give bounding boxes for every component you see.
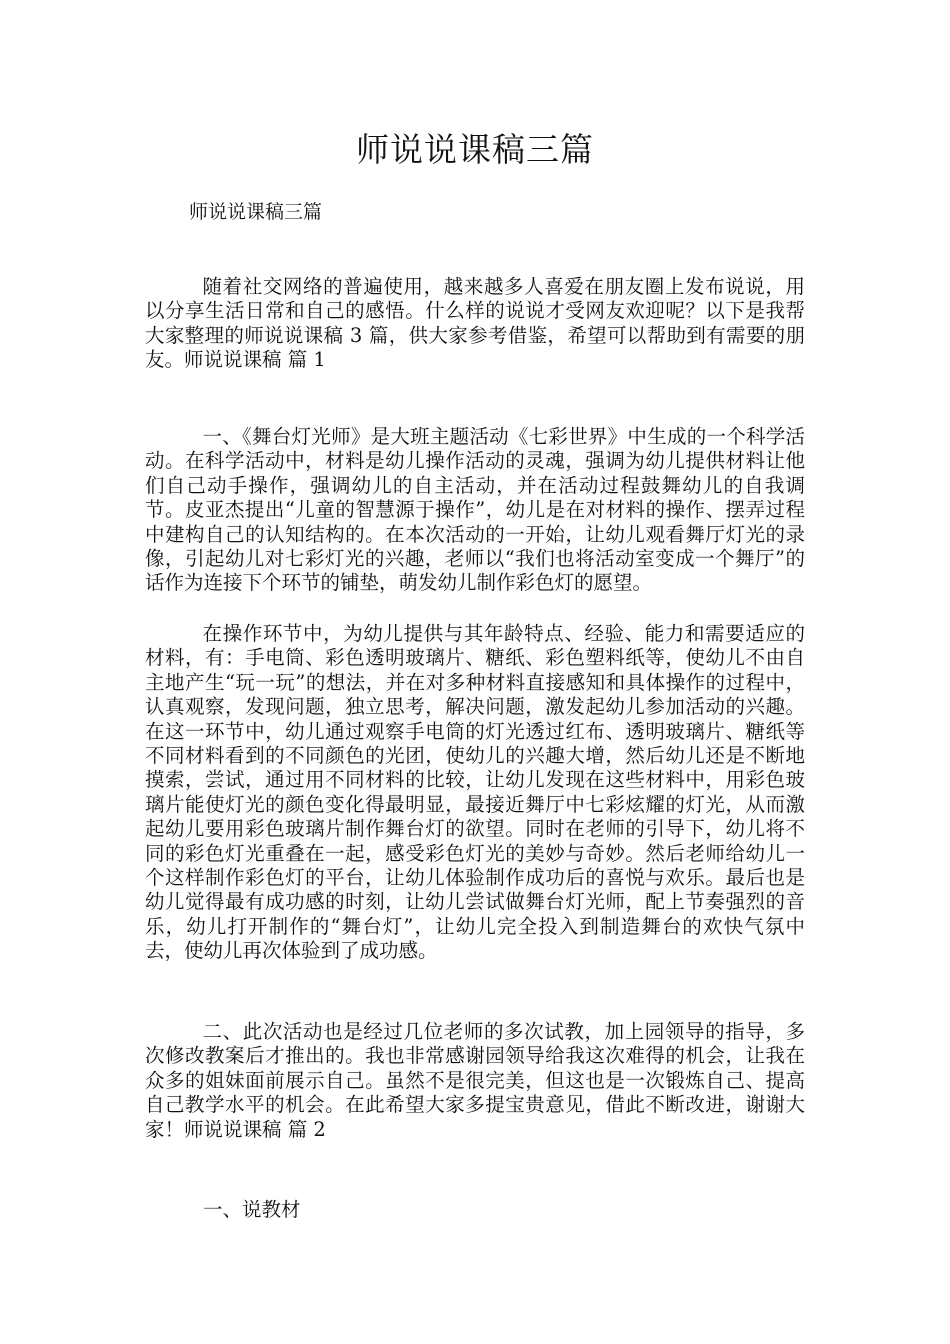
page-title: 师说说课稿三篇 [356,130,594,169]
paragraph-1: 一、《舞台灯光师》是大班主题活动《七彩世界》中生成的一个科学活动。在科学活动中，材料是幼儿操作活动的灵魂，强调为幼儿提供材料让他们自己动手操作，强调幼儿的自主活动，并在活动过程鼓舞幼儿的自我调节。皮亚杰提出“儿童的智慧源于操作”，幼儿是在对材料的操作、摆弄过程中建构自己的认知结构的。在本次活动的一开始，让幼儿观看舞厅灯光的录像，引起幼儿对七彩灯光的兴趣，老师以“我们也将活动室变成一个舞厅”的话作为连接下个环节的铺垫，萌发幼儿制作彩色灯的愿望。 [145,425,805,595]
intro-paragraph: 随着社交网络的普遍使用，越来越多人喜爱在朋友圈上发布说说，用以分享生活日常和自己的感悟。什么样的说说才受网友欢迎呢？以下是我帮大家整理的师说说课稿 3 篇，供大家参考借鉴，希望可以帮助到有需要的朋友。师说说课稿 篇 1 [145,275,805,372]
section-heading: 一、说教材 [203,1198,301,1221]
paragraph-2: 在操作环节中，为幼儿提供与其年龄特点、经验、能力和需要适应的材料，有：手电筒、彩色透明玻璃片、糖纸、彩色塑料纸等，使幼儿不由自主地产生“玩一玩”的想法，并在对多种材料直接感知和具体操作的过程中，认真观察，发现问题，独立思考，解决问题，激发起幼儿参加活动的兴趣。在这一环节中，幼儿通过观察手电筒的灯光透过红布、透明玻璃片、糖纸等不同材料看到的不同颜色的光团，使幼儿的兴趣大增，然后幼儿还是不断地摸索，尝试，通过用不同材料的比较，让幼儿发现在这些材料中，用彩色玻璃片能使灯光的颜色变化得最明显，最接近舞厅中七彩炫耀的灯光，从而激起幼儿要用彩色玻璃片制作舞台灯的欲望。同时在老师的引导下，幼儿将不同的彩色灯光重叠在一起，感受彩色灯光的美妙与奇妙。然后老师给幼儿一个这样制作彩色灯的平台，让幼儿体验制作成功后的喜悦与欢乐。最后也是幼儿觉得最有成功感的时刻，让幼儿尝试做舞台灯光师，配上节奏强烈的音乐，幼儿打开制作的“舞台灯”，让幼儿完全投入到制造舞台的欢快气氛中去，使幼儿再次体验到了成功感。 [145,622,805,963]
paragraph-3: 二、此次活动也是经过几位老师的多次试教，加上园领导的指导，多次修改教案后才推出的。我也非常感谢园领导给我这次难得的机会，让我在众多的姐妹面前展示自己。虽然不是很完美，但这也是一次锻炼自己、提高自己教学水平的机会。在此希望大家多提宝贵意见，借此不断改进，谢谢大家！师说说课稿 篇 2 [145,1020,805,1141]
document-subtitle: 师说说课稿三篇 [189,201,323,223]
